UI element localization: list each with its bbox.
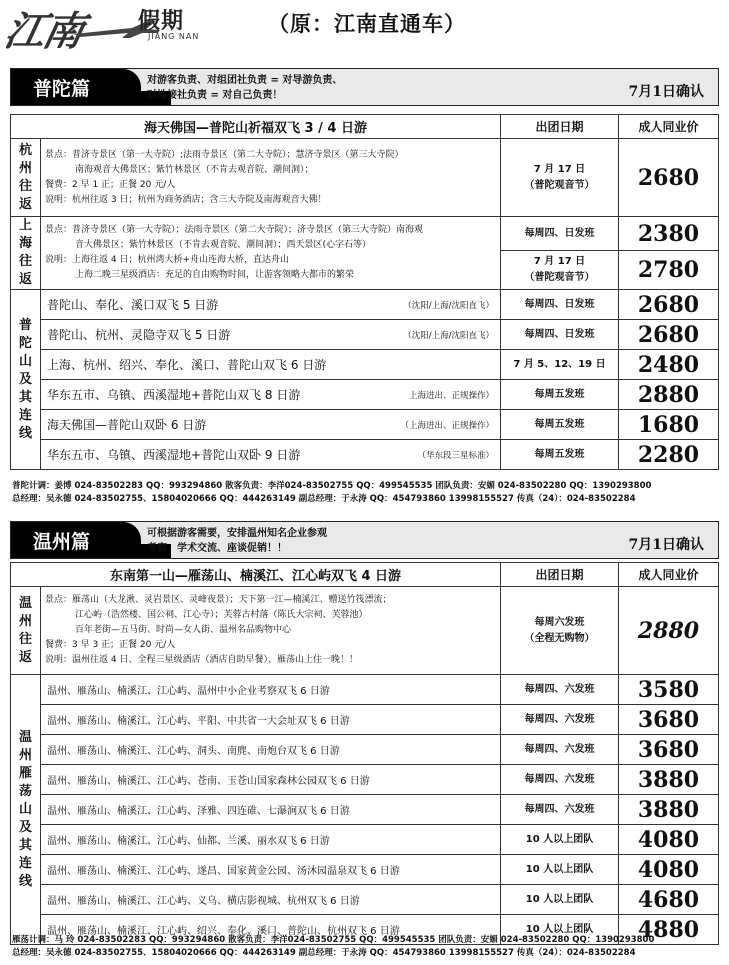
hangzhou-tour-row (11, 139, 719, 217)
detail-line: 景点：普济寺景区（第一大寺院）；法雨寺景区（第二大寺院）；济寺景区（第三大寺院）南海观 (45, 225, 424, 235)
route-name: 温州、雁荡山、楠溪江、江心屿、仙都、兰溪、丽水双飞 6 日游 (41, 825, 501, 855)
departure-date: 每周五发班 (501, 410, 619, 440)
tour-price: 1680 (619, 410, 719, 440)
tour-price: 2880 (619, 380, 719, 410)
departure-date: 每周四、六发班 (501, 795, 619, 825)
tour-price: 2480 (619, 350, 719, 380)
date-column-header: 出团日期 (501, 563, 619, 587)
putuo-table (10, 114, 719, 470)
putuo-slogan-line1: 对游客负责、对组团社负责 = 对导游负责、 (147, 75, 343, 86)
tour-price: 2680 (619, 290, 719, 320)
tour-price: 2880 (619, 587, 719, 675)
route-note: 上海进出、正规操作） (408, 391, 494, 401)
page-title: （原：江南直通车） (268, 12, 466, 36)
departure-date: 10 人以上团队 (501, 855, 619, 885)
route-note: （沈阳/上海/沈阳直飞） (403, 331, 494, 341)
route-name: 温州、雁荡山、楠溪江、江心屿、洞头、南麂、南炮台双飞 6 日游 (41, 735, 501, 765)
wenzhou-line-row (11, 675, 719, 705)
route-text: 华东五市、乌镇、西溪湿地+普陀山双飞 8 日游 (47, 388, 301, 402)
tour-price: 3880 (619, 765, 719, 795)
route-name: 温州、雁荡山、楠溪江、江心屿、遂昌、国家黄金公园、汤沐园温泉双飞 6 日游 (41, 855, 501, 885)
detail-line: 上海二晚三星级酒店：充足的自由购物时间，让游客领略大都市的繁荣 (75, 270, 355, 280)
route-name: 温州、雁荡山、楠溪江、江心屿、绍兴、奉化、溪口、普陀山、杭州双飞 6 日游 (41, 915, 501, 945)
detail-line: 音大佛景区；紫竹林景区（不肯去观音院、潮间洞）；西天景区(心字石等） (75, 240, 372, 250)
route-name: 温州、雁荡山、楠溪江、江心屿、温州中小企业考察双飞 6 日游 (41, 675, 501, 705)
route-note: （华东段三星标准） (417, 451, 494, 461)
brand-logo-name: 假期 (138, 9, 185, 34)
route-name: 温州、雁荡山、楠溪江、江心屿、义乌、横店影视城、杭州双飞 6 日游 (41, 885, 501, 915)
region-label: 上海往返 (11, 217, 41, 290)
wenzhou-table (10, 562, 719, 945)
departure-date (501, 587, 619, 675)
route-name (41, 320, 501, 350)
putuo-line-row (11, 320, 719, 350)
departure-date: 每周四、日发班 (501, 320, 619, 350)
tour-details (41, 139, 501, 217)
brand-logo-script: 江南 (0, 8, 87, 55)
page-header (0, 0, 729, 55)
date-line: （普陀观音节） (524, 179, 595, 191)
departure-date: 每周四、六发班 (501, 735, 619, 765)
region-label: 普陀山及其连线 (11, 290, 41, 470)
wenzhou-section-tab: 温州篇 (11, 522, 141, 558)
departure-date (501, 139, 619, 217)
contact-line: 总经理：吴永德 024-83502755、15804020666 QQ：444263149 副总经理：于永涛 QQ：454793860 13998155527 传真（24）：024-83502284 (12, 494, 636, 504)
tour-price: 3680 (619, 735, 719, 765)
detail-line: 景点：雁荡山（大龙湫、灵岩景区、灵峰夜景）；天下第一江—楠溪江、赠送竹筏漂流； (45, 595, 392, 605)
departure-date: 每周四、六发班 (501, 675, 619, 705)
departure-date: 10 人以上团队 (501, 885, 619, 915)
wenzhou-contact-info (10, 934, 719, 960)
departure-date: 每周四、日发班 (501, 217, 619, 251)
wenzhou-slogan-line1: 可根据游客需要，安排温州知名企业参观 (147, 528, 327, 539)
tour-price: 2780 (619, 251, 719, 290)
route-text: 上海、杭州、绍兴、奉化、溪口、普陀山双飞 6 日游 (47, 358, 327, 372)
tour-price: 4680 (619, 885, 719, 915)
departure-date: 每周四、日发班 (501, 290, 619, 320)
route-name (41, 440, 501, 470)
route-name: 温州、雁荡山、楠溪江、江心屿、苍南、玉苍山国家森林公园双飞 6 日游 (41, 765, 501, 795)
putuo-line-row (11, 350, 719, 380)
tour-price: 2380 (619, 217, 719, 251)
wenzhou-table-header (11, 563, 719, 587)
departure-date (501, 251, 619, 290)
tour-price: 3680 (619, 705, 719, 735)
contact-line: 雁荡计调：马 玲 024-83502283 QQ：993294860 散客负责：李洋024-83502755 QQ：499545535 团队负责：安媚 024-83502280 QQ：1390293800 (12, 935, 655, 945)
tour-price: 4880 (619, 915, 719, 945)
tour-details (41, 587, 501, 675)
putuo-line-row (11, 410, 719, 440)
wenzhou-confirm-date: 7月1日确认 (628, 537, 704, 553)
putuo-main-tour-title: 海天佛国—普陀山祈福双飞 3 / 4 日游 (11, 115, 501, 139)
departure-date: 10 人以上团队 (501, 915, 619, 945)
wenzhou-line-row (11, 885, 719, 915)
detail-line: 百年老街—五马街、时尚—女人街、温州名品购物中心 (75, 625, 292, 635)
tour-price: 2680 (619, 139, 719, 217)
wenzhou-main-tour-row (11, 587, 719, 675)
date-column-header: 出团日期 (501, 115, 619, 139)
tour-price: 3880 (619, 795, 719, 825)
tour-price: 2280 (619, 440, 719, 470)
brand-logo-subtitle: JIANG NAN (148, 32, 200, 41)
tour-price: 4080 (619, 855, 719, 885)
departure-date: 7 月 5、12、19 日 (501, 350, 619, 380)
putuo-table-header (11, 115, 719, 139)
region-label: 温州雁荡山及其连线 (11, 675, 41, 945)
detail-line: 江心屿（浩然楼、国公祠、江心寺）；芙蓉古村落（陈氏大宗祠、芙蓉池） (75, 610, 368, 620)
wenzhou-line-row (11, 735, 719, 765)
route-name (41, 380, 501, 410)
wenzhou-line-row (11, 825, 719, 855)
date-line: （全程无购物） (524, 632, 595, 644)
region-label: 温州往返 (11, 587, 41, 675)
detail-line: 餐费：2 早 1 正；正餐 20 元/人 (45, 179, 176, 190)
wenzhou-line-row (11, 705, 719, 735)
route-name (41, 410, 501, 440)
detail-line: 说明：杭州往返 3 日；杭州为商务酒店；含三大寺院及南海观音大佛！ (45, 194, 327, 205)
route-name: 温州、雁荡山、楠溪江、江心屿、平阳、中共省一大会址双飞 6 日游 (41, 705, 501, 735)
putuo-line-row (11, 440, 719, 470)
wenzhou-main-tour-title: 东南第一山—雁荡山、楠溪江、江心屿双飞 4 日游 (11, 563, 501, 587)
date-line: 每周六发班 (534, 616, 585, 628)
detail-line: 说明：温州往返 4 日、全程三星级酒店（酒店自助早餐）、雁荡山上住一晚！！ (45, 655, 358, 665)
route-text: 普陀山、杭州、灵隐寺双飞 5 日游 (47, 328, 231, 342)
price-column-header: 成人同业价 (619, 115, 719, 139)
departure-date: 每周四、六发班 (501, 765, 619, 795)
price-column-header: 成人同业价 (619, 563, 719, 587)
putuo-line-row (11, 290, 719, 320)
route-text: 海天佛国—普陀山双卧 6 日游 (47, 418, 207, 432)
date-line: （普陀观音节） (524, 272, 595, 284)
shanghai-tour-row-a (11, 217, 719, 251)
putuo-line-row (11, 380, 719, 410)
route-note: （上海进出、正规操作） (400, 421, 494, 431)
contact-line: 总经理：吴永德 024-83502755、15804020666 QQ：444263149 副总经理：于永涛 QQ：454793860 13998155527 传真（24）：024-83502284 (12, 948, 636, 958)
wenzhou-slogan (147, 526, 327, 556)
putuo-section-tab: 普陀篇 (11, 69, 141, 105)
wenzhou-line-row (11, 855, 719, 885)
tour-details (41, 217, 501, 290)
putuo-section-bar (10, 68, 719, 106)
route-note: （沈阳/上海/沈阳直飞） (403, 301, 494, 311)
putuo-contact-info (10, 480, 719, 506)
wenzhou-slogan-line2: 考察、学术交流、座谈促销！！ (147, 543, 287, 554)
departure-date: 10 人以上团队 (501, 825, 619, 855)
detail-line: 说明：上海往返 4 日；杭州湾大桥+舟山连海大桥，直达舟山 (45, 255, 289, 265)
tour-price: 3580 (619, 675, 719, 705)
route-text: 华东五市、乌镇、西溪湿地+普陀山双卧 9 日游 (47, 448, 301, 462)
tour-price: 2680 (619, 320, 719, 350)
date-line: 7 月 17 日 (533, 163, 586, 175)
route-name: 温州、雁荡山、楠溪江、江心屿、泽雅、四连碓、七瀑涧双飞 6 日游 (41, 795, 501, 825)
region-label: 杭州往返 (11, 139, 41, 217)
putuo-slogan-line2: 对地接社负责 = 对自己负责！ (147, 90, 283, 101)
route-name (41, 290, 501, 320)
departure-date: 每周五发班 (501, 380, 619, 410)
putuo-confirm-date: 7月1日确认 (628, 84, 704, 100)
putuo-slogan (147, 73, 342, 103)
date-line: 7 月 17 日 (533, 256, 586, 268)
departure-date: 每周五发班 (501, 440, 619, 470)
wenzhou-section-bar (10, 521, 719, 559)
detail-line: 南海观音大佛景区；紫竹林景区（不肯去观音院、潮间洞）； (75, 164, 314, 175)
wenzhou-line-row (11, 765, 719, 795)
route-text: 普陀山、奉化、溪口双飞 5 日游 (47, 298, 219, 312)
wenzhou-line-row (11, 795, 719, 825)
detail-line: 景点：普济寺景区（第一大寺院）;法雨寺景区（第二大寺院）；慧济寺景区（第三大寺院） (45, 149, 404, 160)
detail-line: 餐费：3 早 3 正；正餐 20 元/人 (45, 640, 176, 650)
contact-line: 普陀计调：姜博 024-83502283 QQ：993294860 散客负责：李洋024-83502755 QQ：499545535 团队负责：安媚 024-83502280 QQ：1390293800 (12, 481, 652, 491)
departure-date: 每周四、六发班 (501, 705, 619, 735)
tour-price: 4080 (619, 825, 719, 855)
route-name (41, 350, 501, 380)
